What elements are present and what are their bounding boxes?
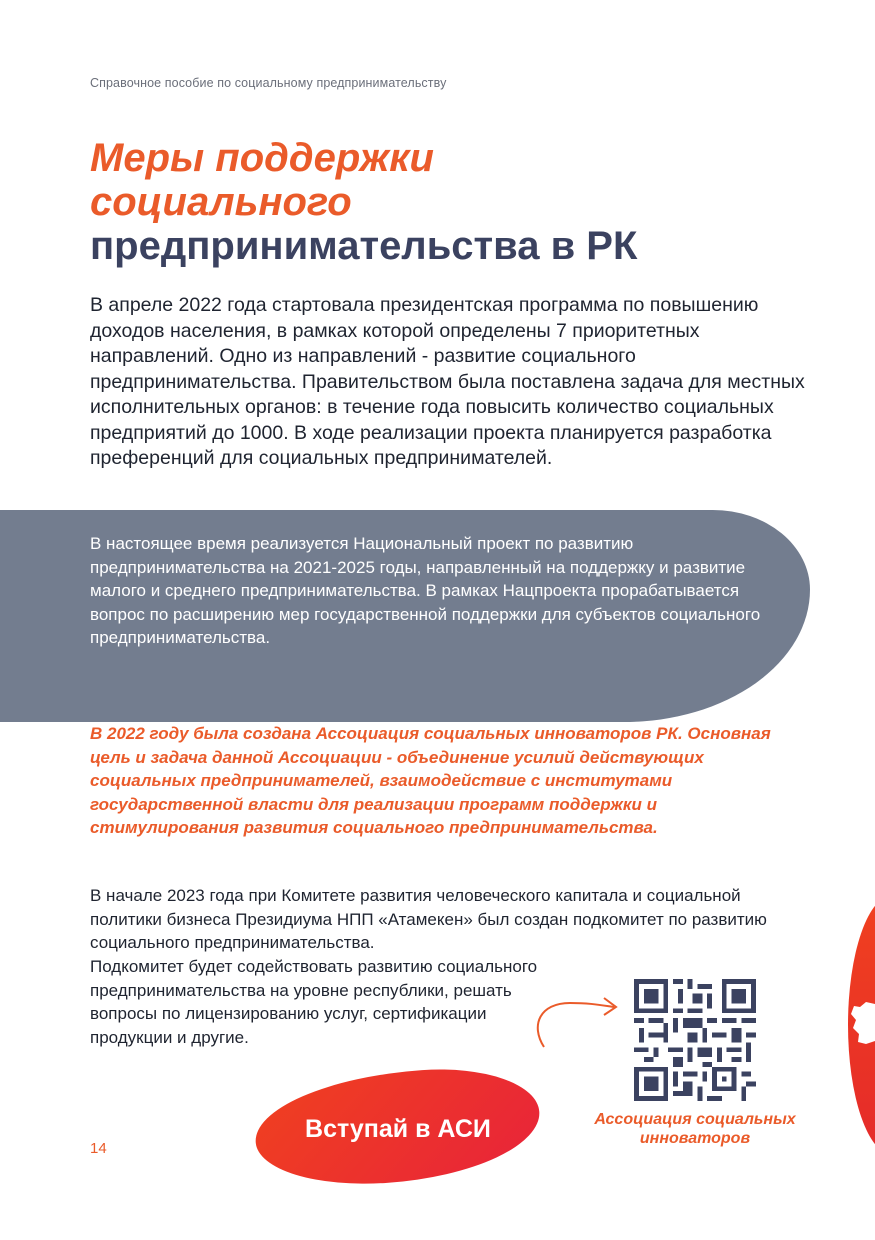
- running-header: Справочное пособие по социальному предпринимательству: [90, 76, 447, 90]
- title-accent-line-2: социального: [90, 180, 352, 224]
- national-project-paragraph: В настоящее время реализуется Национальный проект по развитию предпринимательства на 2021-2025 годы, направленный на поддержку и развитие малого и среднего предпринимательства. В рамках Нацпроекта прорабатывается вопрос по расширению мер государственной поддержки для субъектов социального предпринимательства.: [90, 534, 761, 647]
- title-accent-line-1: Меры поддержки: [90, 136, 434, 180]
- title-dark-line: предпринимательства в РК: [90, 224, 638, 268]
- subcommittee-paragraph-part-1: В начале 2023 года при Комитете развития человеческого капитала и социальной политики бизнеса Президиума НПП «Атамекен» был создан подкомитет по развитию социального предпринимательства.: [90, 886, 767, 952]
- join-asi-button[interactable]: [252, 1062, 544, 1192]
- page-number: 14: [90, 1140, 107, 1157]
- qr-code-icon[interactable]: [634, 979, 756, 1101]
- join-asi-button-label: Вступай в АСИ: [304, 1114, 491, 1143]
- curved-arrow-icon: [530, 985, 630, 1055]
- page-title: [90, 136, 637, 268]
- map-silhouette-icon: [850, 998, 875, 1048]
- association-highlight-paragraph: В 2022 году была создана Ассоциация социальных инноваторов РК. Основная цель и задача данной Ассоциации - объединение усилий действующих социальных предпринимателей, взаимодействие с институтами государственной власти для реализации программ поддержки и стимулирования развития социального предпринимательства.: [90, 724, 771, 837]
- intro-paragraph: В апреле 2022 года стартовала президентская программа по повышению доходов населения, в рамках которой определены 7 приоритетных направлений. Одно из направлений - развитие социального предпринимательства. Правительством была поставлена задача для местных исполнительных органов: в течение года повысить количество социальных предприятий до 1000. В ходе реализации проекта планируется разработка преференций для социальных предпринимателей.: [90, 294, 805, 469]
- qr-caption: Ассоциация социальных инноваторов: [594, 1111, 796, 1147]
- subcommittee-paragraph-part-2: Подкомитет будет содействовать развитию социального предпринимательства на уровне республики, решать вопросы по лицензированию услуг, сертификации продукции и другие.: [90, 957, 538, 1047]
